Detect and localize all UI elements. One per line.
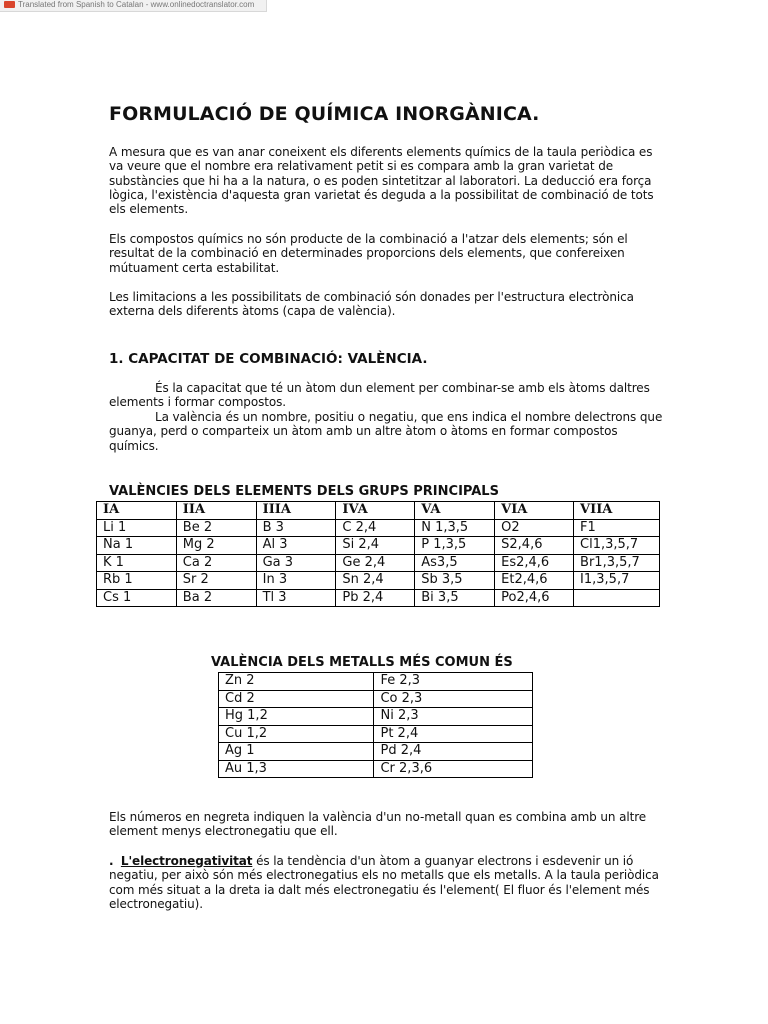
table-cell: N 1,3,5 [415,519,495,537]
table-header-row [97,502,660,520]
table-cell: Sn 2,4 [336,572,415,590]
table-cell: Ag 1 [219,743,374,761]
table-cell: Sb 3,5 [415,572,495,590]
column-header: VIIA [574,502,660,520]
table-cell: I1,3,5,7 [574,572,660,590]
column-header: IVA [336,502,415,520]
table-row [97,554,660,572]
table-cell: Ca 2 [176,554,256,572]
section-paragraph-2 [109,410,665,453]
column-header: IIIA [256,502,336,520]
table-row [219,690,533,708]
table-cell: F1 [574,519,660,537]
table-cell: Cr 2,3,6 [374,760,533,778]
table-cell: B 3 [256,519,336,537]
table-cell: Zn 2 [219,673,374,691]
table-cell: Li 1 [97,519,177,537]
table-cell: Cd 2 [219,690,374,708]
page-title: FORMULACIÓ DE QUÍMICA INORGÀNICA. [109,103,540,125]
table-row [219,708,533,726]
electronegativity-paragraph [109,854,665,911]
document-icon [4,1,15,8]
table-cell: C 2,4 [336,519,415,537]
table-cell: Be 2 [176,519,256,537]
table-cell: Mg 2 [176,537,256,555]
table-cell: In 3 [256,572,336,590]
intro-paragraph-1: A mesura que es van anar coneixent els diferents elements químics de la taula periòdica es va veure que el nombre era relativament petit si es compara amb la gran varietat de substàncies que hi ha a la natura, o es poden sintetitzar al laboratori. La deducció era força lògica, l'existència d'aquesta gran varietat és deguda a la possibilitat de combinació de tots els elements. [109,145,654,217]
table-cell: Cl1,3,5,7 [574,537,660,555]
valence-table [96,501,660,607]
table-cell: Bi 3,5 [415,589,495,607]
table-row [219,743,533,761]
table-row [97,537,660,555]
table-row [219,673,533,691]
table-cell: Al 3 [256,537,336,555]
table-cell: Fe 2,3 [374,673,533,691]
column-header: IIA [176,502,256,520]
table-cell: Br1,3,5,7 [574,554,660,572]
table-cell: Na 1 [97,537,177,555]
table-cell: Si 2,4 [336,537,415,555]
table-cell: Cs 1 [97,589,177,607]
table-cell: Rb 1 [97,572,177,590]
banner-text: Translated from Spanish to Catalan - www.onlinedoctranslator.com [18,0,255,9]
table-cell: Po2,4,6 [495,589,574,607]
section-heading: 1. CAPACITAT DE COMBINACIÓ: VALÈNCIA. [109,351,428,367]
table-cell: P 1,3,5 [415,537,495,555]
valence-table-caption: VALÈNCIES DELS ELEMENTS DELS GRUPS PRINCIPALS [109,484,499,499]
table-cell: Et2,4,6 [495,572,574,590]
table-cell: Pd 2,4 [374,743,533,761]
table-row [97,572,660,590]
table-row [219,760,533,778]
bullet: . [109,854,114,868]
table-cell: S2,4,6 [495,537,574,555]
table-cell: Co 2,3 [374,690,533,708]
table-cell: Tl 3 [256,589,336,607]
table-cell: Es2,4,6 [495,554,574,572]
metals-table [218,672,533,778]
section-paragraph-1-text: És la capacitat que té un àtom dun element per combinar-se amb els àtoms daltres elements i formar compostos. [109,381,650,410]
table-cell: O2 [495,519,574,537]
section-paragraph-1 [109,381,665,410]
electronegativity-definition: és la tendència d'un àtom a guanyar electrons i esdevenir un ió negatiu, per això són més electronegatius els no metalls que els metalls. A la taula periòdica com més situat a la dreta ia dalt més electronegatiu és l'element( El fluor és l'element més electronegatiu). [109,854,659,911]
bold-numbers-note: Els números en negreta indiquen la valència d'un no-metall quan es combina amb un altre element menys electronegatiu que ell. [109,810,647,839]
table-cell: Ni 2,3 [374,708,533,726]
table-cell: Pt 2,4 [374,725,533,743]
translation-banner[interactable] [0,0,267,12]
table-cell: Pb 2,4 [336,589,415,607]
column-header: VIA [495,502,574,520]
table-cell: Hg 1,2 [219,708,374,726]
table-cell: As3,5 [415,554,495,572]
table-cell: Ba 2 [176,589,256,607]
table-row [97,519,660,537]
metals-table-caption: VALÈNCIA DELS METALLS MÉS COMUN ÉS [211,655,513,670]
table-cell: Ge 2,4 [336,554,415,572]
electronegativity-term: L'electronegativitat [120,854,253,868]
intro-paragraph-2: Els compostos químics no són producte de la combinació a l'atzar dels elements; són el resultat de la combinació en determinades proporcions dels elements, que confereixen mútuament certa estabilitat. [109,232,628,275]
table-cell: Sr 2 [176,572,256,590]
column-header: IA [97,502,177,520]
section-paragraph-2-text: La valència és un nombre, positiu o negatiu, que ens indica el nombre delectrons que guanya, perd o comparteix un àtom amb un altre àtom o àtoms en formar compostos químics. [109,410,663,453]
table-cell: Cu 1,2 [219,725,374,743]
table-cell: Au 1,3 [219,760,374,778]
intro-paragraph-3: Les limitacions a les possibilitats de combinació són donades per l'estructura electrònica externa dels diferents àtoms (capa de valència). [109,290,634,319]
table-cell: K 1 [97,554,177,572]
table-cell: Ga 3 [256,554,336,572]
table-row [219,725,533,743]
table-cell [574,589,660,607]
table-row [97,589,660,607]
column-header: VA [415,502,495,520]
